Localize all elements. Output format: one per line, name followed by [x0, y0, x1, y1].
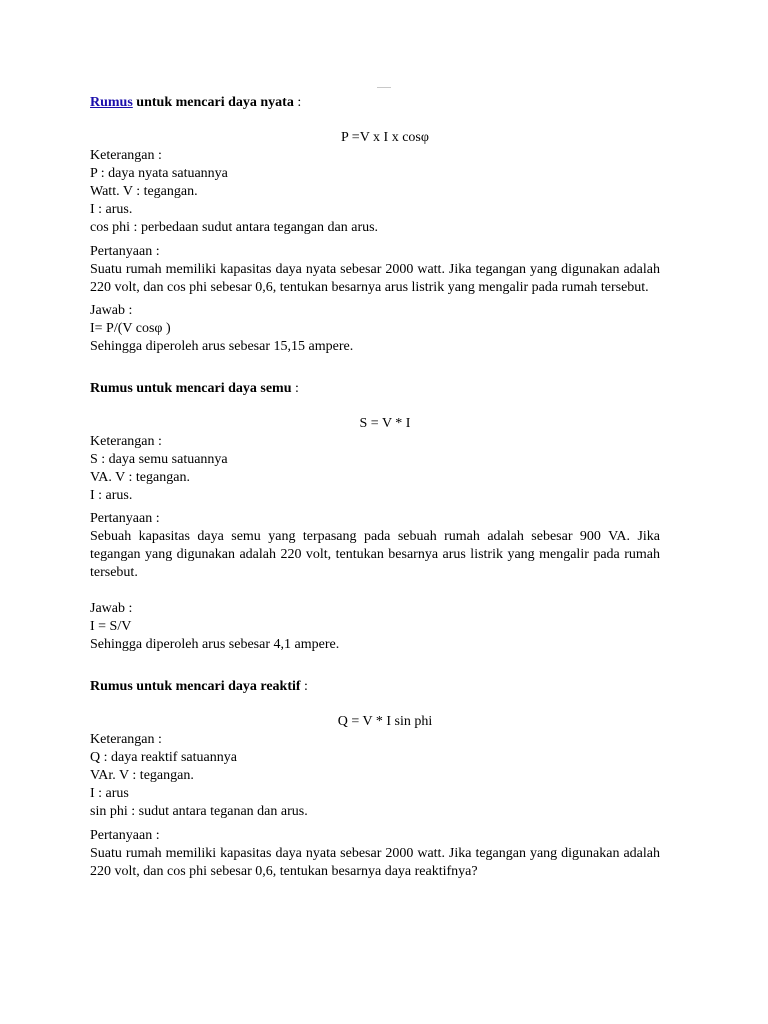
page-top-rule [377, 87, 391, 88]
section-heading [90, 94, 660, 112]
keterangan-line: cos phi : perbedaan sudut antara tegangan dan arus. [90, 220, 379, 235]
heading-bold-text: untuk mencari daya nyata [132, 95, 294, 110]
keterangan-line: VA. V : tegangan. [90, 470, 190, 485]
keterangan-label: Keterangan : [90, 148, 162, 163]
keterangan-label: Keterangan : [90, 434, 162, 449]
keterangan-label: Keterangan : [90, 732, 162, 747]
heading-bold-text: Rumus untuk mencari daya semu [90, 381, 292, 396]
keterangan-line: S : daya semu satuannya [90, 452, 228, 467]
jawab-line: I= P/(V cosφ ) [90, 321, 171, 336]
pertanyaan-text: Suatu rumah memiliki kapasitas daya nyata sebesar 2000 watt. Jika tegangan yang digunakan adalah 220 volt, dan cos phi sebesar 0,6, tentukan besarnya daya reaktifnya? [90, 846, 660, 879]
section-daya-reaktif [90, 678, 660, 881]
pertanyaan-text: Suatu rumah memiliki kapasitas daya nyata sebesar 2000 watt. Jika tegangan yang digunakan adalah 220 volt, dan cos phi sebesar 0,6, tentukan besarnya arus listrik yang mengalir pada rumah tersebut. [90, 262, 660, 295]
keterangan-line: I : arus. [90, 202, 133, 217]
formula: S = V * I [359, 416, 411, 431]
formula: Q = V * I sin phi [337, 714, 433, 729]
jawab-block [90, 600, 660, 654]
keterangan-line: Watt. V : tegangan. [90, 184, 198, 199]
keterangan-line: P : daya nyata satuannya [90, 166, 228, 181]
jawab-line: Sehingga diperoleh arus sebesar 4,1 ampere. [90, 637, 340, 652]
jawab-line: Sehingga diperoleh arus sebesar 15,15 ampere. [90, 339, 354, 354]
pertanyaan-block [90, 827, 660, 881]
jawab-block [90, 302, 660, 356]
pertanyaan-text: Sebuah kapasitas daya semu yang terpasang pada sebuah rumah adalah sebesar 900 VA. Jika tegangan yang digunakan adalah 220 volt, tentukan besarnya arus listrik yang mengalir pada rumah tersebut. [90, 529, 660, 580]
keterangan-line: Q : daya reaktif satuannya [90, 750, 237, 765]
heading-tail: : [291, 381, 299, 396]
jawab-label: Jawab : [90, 601, 133, 616]
heading-tail: : [300, 679, 308, 694]
keterangan-line: I : arus [90, 786, 129, 801]
pertanyaan-label: Pertanyaan : [90, 828, 160, 843]
keterangan-block [90, 731, 660, 821]
rumus-link[interactable]: Rumus [90, 95, 133, 110]
section-heading [90, 678, 660, 696]
pertanyaan-block [90, 243, 660, 297]
keterangan-block [90, 433, 660, 505]
document-body [90, 94, 660, 881]
pertanyaan-label: Pertanyaan : [90, 511, 160, 526]
jawab-label: Jawab : [90, 303, 133, 318]
section-heading [90, 380, 660, 398]
pertanyaan-block [90, 510, 660, 582]
keterangan-line: I : arus. [90, 488, 133, 503]
keterangan-line: VAr. V : tegangan. [90, 768, 194, 783]
keterangan-block [90, 147, 660, 237]
keterangan-line: sin phi : sudut antara teganan dan arus. [90, 804, 308, 819]
section-daya-semu [90, 380, 660, 654]
heading-bold-text: Rumus untuk mencari daya reaktif [90, 679, 301, 694]
formula: P =V x I x cosφ [341, 130, 429, 145]
jawab-line: I = S/V [90, 619, 132, 634]
heading-tail: : [293, 95, 302, 110]
section-daya-nyata [90, 94, 660, 356]
pertanyaan-label: Pertanyaan : [90, 244, 160, 259]
